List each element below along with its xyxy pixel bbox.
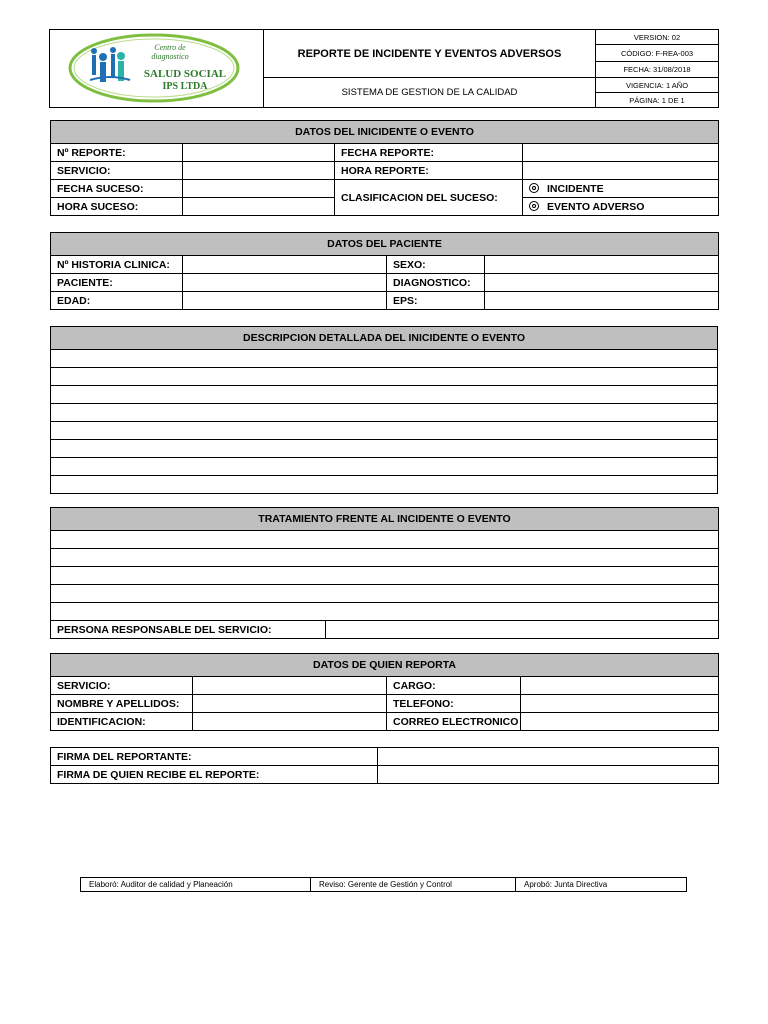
meta-codigo: CÓDIGO: F-REA-003 [596,45,718,62]
fecha-suceso-field[interactable] [183,180,335,198]
telefono-field[interactable] [521,695,719,713]
option-incidente-label: INCIDENTE [547,182,604,195]
reviso-cell: Reviso: Gerente de Gestión y Control [311,878,516,892]
tratamiento-title: TRATAMIENTO FRENTE AL INCIDENTE O EVENTO [51,508,719,531]
aprobo-cell: Aprobó: Junta Directiva [516,878,687,892]
incidente-title: DATOS DEL INICIDENTE O EVENTO [51,121,719,144]
hora-reporte-field[interactable] [523,162,719,180]
n-reporte-field[interactable] [183,144,335,162]
fecha-reporte-label: FECHA REPORTE: [335,144,523,162]
cargo-label: CARGO: [387,677,521,695]
tratamiento-line[interactable] [51,531,719,549]
reporta-servicio-label: SERVICIO: [51,677,193,695]
option-evento-label: EVENTO ADVERSO [547,200,645,213]
descripcion-line[interactable] [51,386,718,404]
paciente-field[interactable] [183,274,387,292]
logo-icon [50,30,264,107]
nombre-label: NOMBRE Y APELLIDOS: [51,695,193,713]
document-subtitle: SISTEMA DE GESTION DE LA CALIDAD [341,87,518,98]
elaboro-cell: Elaboró: Auditor de calidad y Planeación [81,878,311,892]
descripcion-line[interactable] [51,440,718,458]
firma-reportante-label: FIRMA DEL REPORTANTE: [51,748,378,766]
telefono-label: TELEFONO: [387,695,521,713]
firma-reportante-field[interactable] [378,748,719,766]
historia-field[interactable] [183,256,387,274]
logo-text-4: IPS LTDA [162,81,208,92]
radio-evento-icon[interactable] [529,201,539,211]
firmas-section [50,747,719,784]
cargo-field[interactable] [521,677,719,695]
correo-label: CORREO ELECTRONICO [387,713,521,731]
identificacion-field[interactable] [193,713,387,731]
header-subtitle-cell [264,78,596,107]
descripcion-line[interactable] [51,422,718,440]
eps-label: EPS: [387,292,485,310]
servicio-field[interactable] [183,162,335,180]
radio-incidente-icon[interactable] [529,183,539,193]
reporta-title: DATOS DE QUIEN REPORTA [51,654,719,677]
logo-text-1: Centro de [154,43,186,52]
descripcion-line[interactable] [51,368,718,386]
meta-fecha: FECHA: 31/08/2018 [596,62,718,78]
fecha-reporte-field[interactable] [523,144,719,162]
tratamiento-line[interactable] [51,603,719,621]
edad-label: EDAD: [51,292,183,310]
reporta-section [50,653,719,731]
meta-column [596,30,718,107]
meta-pagina: PÁGINA: 1 DE 1 [629,95,685,105]
responsable-field[interactable] [326,621,719,639]
document-header [49,29,719,108]
header-title-cell [264,30,596,78]
logo-text-3: SALUD SOCIAL [143,68,227,80]
hora-suceso-label: HORA SUCESO: [51,198,183,216]
historia-label: Nº HISTORIA CLINICA: [51,256,183,274]
descripcion-line[interactable] [51,476,718,494]
descripcion-section [50,326,718,494]
firma-recibe-field[interactable] [378,766,719,784]
logo-cell [50,30,264,107]
tratamiento-line[interactable] [51,567,719,585]
sexo-label: SEXO: [387,256,485,274]
hora-suceso-field[interactable] [183,198,335,216]
clasificacion-label: CLASIFICACION DEL SUCESO: [335,180,523,216]
responsable-label: PERSONA RESPONSABLE DEL SERVICIO: [51,621,326,639]
descripcion-line[interactable] [51,458,718,476]
firma-recibe-label: FIRMA DE QUIEN RECIBE EL REPORTE: [51,766,378,784]
diagnostico-field[interactable] [485,274,719,292]
descripcion-title: DESCRIPCION DETALLADA DEL INICIDENTE O EVENTO [51,327,718,350]
paciente-section [50,232,719,310]
descripcion-line[interactable] [51,350,718,368]
eps-field[interactable] [485,292,719,310]
logo-text-2: diagnostico [151,52,189,61]
hora-reporte-label: HORA REPORTE: [335,162,523,180]
approval-footer [80,877,687,892]
incidente-section [50,120,719,216]
sexo-field[interactable] [485,256,719,274]
diagnostico-label: DIAGNOSTICO: [387,274,485,292]
servicio-label: SERVICIO: [51,162,183,180]
identificacion-label: IDENTIFICACION: [51,713,193,731]
nombre-field[interactable] [193,695,387,713]
correo-field[interactable] [521,713,719,731]
meta-vigencia: VIGENCIA: 1 AÑO [596,78,718,93]
meta-version: VERSION: 02 [596,30,718,45]
option-incidente[interactable] [523,180,719,198]
descripcion-line[interactable] [51,404,718,422]
paciente-title: DATOS DEL PACIENTE [51,233,719,256]
option-evento-adverso[interactable] [523,198,719,216]
n-reporte-label: Nº REPORTE: [51,144,183,162]
document-title: REPORTE DE INCIDENTE Y EVENTOS ADVERSOS [297,47,562,60]
tratamiento-line[interactable] [51,585,719,603]
tratamiento-section [50,507,719,639]
tratamiento-line[interactable] [51,549,719,567]
fecha-suceso-label: FECHA SUCESO: [51,180,183,198]
paciente-label: PACIENTE: [51,274,183,292]
reporta-servicio-field[interactable] [193,677,387,695]
edad-field[interactable] [183,292,387,310]
